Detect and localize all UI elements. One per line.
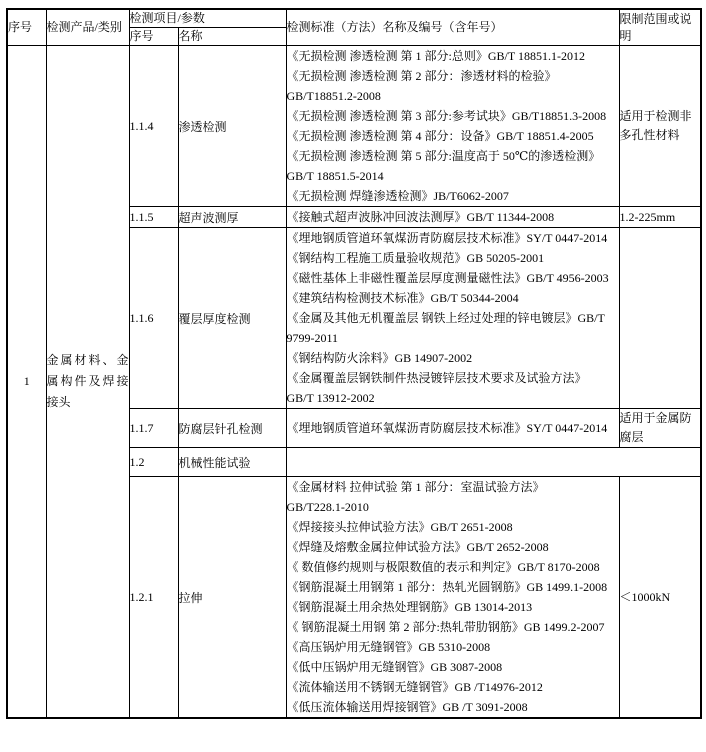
item-name-cell: 超声波测厚 xyxy=(178,207,286,228)
standard-line: 《 钢筋混凝土用钢 第 2 部分:热轧带肋钢筋》GB 1499.2-2007 xyxy=(286,620,605,634)
product-category-cell: 金属材料、金属构件及焊接接头 xyxy=(46,46,129,719)
standards-cell xyxy=(286,409,619,448)
limit-cell: 1.2-225mm xyxy=(619,207,701,228)
inspection-standards-table xyxy=(6,8,702,719)
serial-number-cell: 1 xyxy=(7,46,46,719)
standard-line: 《焊接接头拉伸试验方法》GB/T 2651-2008 xyxy=(286,520,513,534)
standard-line: 《无损检测 渗透检测 第 5 部分:温度高于 50℃的渗透检测》 xyxy=(286,149,601,163)
standards-cell xyxy=(286,46,619,207)
standard-line: 《金属材料 拉伸试验 第 1 部分：室温试验方法》 xyxy=(286,480,545,494)
standards-limit-empty-cell xyxy=(286,448,701,477)
header-standard: 检测标准（方法）名称及编号（含年号） xyxy=(286,9,619,46)
table-header xyxy=(7,9,701,46)
standards-cell xyxy=(286,477,619,719)
limit-cell: 适用于金属防腐层 xyxy=(619,409,701,448)
standard-line: 《埋地钢质管道环氧煤沥青防腐层技术标准》SY/T 0447-2014 xyxy=(286,421,608,435)
standard-line: 《钢筋混凝土用余热处理钢筋》GB 13014-2013 xyxy=(286,600,533,614)
limit-cell xyxy=(619,228,701,409)
item-no-cell: 1.1.4 xyxy=(129,46,178,207)
item-name-cell: 覆层厚度检测 xyxy=(178,228,286,409)
standard-line: GB/T 13912-2002 xyxy=(286,391,375,405)
item-no-cell: 1.1.5 xyxy=(129,207,178,228)
standard-line: 《无损检测 渗透检测 第 3 部分:参考试块》GB/T18851.3-2008 xyxy=(286,109,607,123)
standards-cell xyxy=(286,207,619,228)
header-serial: 序号 xyxy=(7,9,46,46)
standard-line: 《金属覆盖层钢铁制件热浸镀锌层技术要求及试验方法》 xyxy=(286,371,587,385)
limit-cell: ＜1000kN xyxy=(619,477,701,719)
standards-cell xyxy=(286,228,619,409)
item-name-cell: 渗透检测 xyxy=(178,46,286,207)
table-row-1-1-4 xyxy=(7,46,701,207)
standard-line: GB/T 18851.5-2014 xyxy=(286,169,384,183)
item-no-cell: 1.1.7 xyxy=(129,409,178,448)
item-name-cell: 拉伸 xyxy=(178,477,286,719)
header-item-param: 检测项目/参数 xyxy=(129,9,286,28)
standard-line: 《 数值修约规则与极限数值的表示和判定》GB/T 8170-2008 xyxy=(286,560,600,574)
standard-line: 《流体输送用不锈钢无缝钢管》GB /T14976-2012 xyxy=(286,680,543,694)
header-sub-serial: 序号 xyxy=(129,28,178,46)
standard-line: 《高压锅炉用无缝钢管》GB 5310-2008 xyxy=(286,640,491,654)
item-no-cell: 1.2.1 xyxy=(129,477,178,719)
standard-line: 《无损检测 渗透检测 第 4 部分：设备》GB/T 18851.4-2005 xyxy=(286,129,594,143)
limit-cell: 适用于检测非多孔性材料 xyxy=(619,46,701,207)
standard-line: 《金属及其他无机覆盖层 钢铁上经过处理的锌电镀层》GB/T xyxy=(286,311,605,325)
item-no-cell: 1.1.6 xyxy=(129,228,178,409)
header-limit: 限制范围或说明 xyxy=(619,9,701,46)
standard-line: 《钢结构防火涂料》GB 14907-2002 xyxy=(286,351,473,365)
table-body xyxy=(7,46,701,719)
standard-line: 《低压流体输送用焊接钢管》GB /T 3091-2008 xyxy=(286,700,528,714)
standard-line: 《钢结构工程施工质量验收规范》GB 50205-2001 xyxy=(286,251,545,265)
standard-line: 《无损检测 渗透检测 第 2 部分：渗透材料的检验》 xyxy=(286,69,557,83)
standard-line: 《建筑结构检测技术标准》GB/T 50344-2004 xyxy=(286,291,519,305)
standard-line: 《磁性基体上非磁性覆盖层厚度测量磁性法》GB/T 4956-2003 xyxy=(286,271,609,285)
standard-line: 《低中压锅炉用无缝钢管》GB 3087-2008 xyxy=(286,660,503,674)
item-name-cell: 机械性能试验 xyxy=(178,448,286,477)
standard-line: 9799-2011 xyxy=(286,331,339,345)
standard-line: 《无损检测 焊缝渗透检测》JB/T6062-2007 xyxy=(286,189,509,203)
item-no-cell: 1.2 xyxy=(129,448,178,477)
header-product-category: 检测产品/类别 xyxy=(46,9,129,46)
standard-line: GB/T18851.2-2008 xyxy=(286,89,381,103)
standard-line: 《钢筋混凝土用钢第 1 部分：热轧光圆钢筋》GB 1499.1-2008 xyxy=(286,580,608,594)
standard-line: GB/T228.1-2010 xyxy=(286,500,369,514)
item-name-cell: 防腐层针孔检测 xyxy=(178,409,286,448)
standard-line: 《焊缝及熔敷金属拉伸试验方法》GB/T 2652-2008 xyxy=(286,540,549,554)
standard-line: 《接触式超声波脉冲回波法测厚》GB/T 11344-2008 xyxy=(286,210,555,224)
standard-line: 《埋地钢质管道环氧煤沥青防腐层技术标准》SY/T 0447-2014 xyxy=(286,231,608,245)
header-row-1 xyxy=(7,9,701,28)
header-sub-name: 名称 xyxy=(178,28,286,46)
standard-line: 《无损检测 渗透检测 第 1 部分:总则》GB/T 18851.1-2012 xyxy=(286,49,585,63)
